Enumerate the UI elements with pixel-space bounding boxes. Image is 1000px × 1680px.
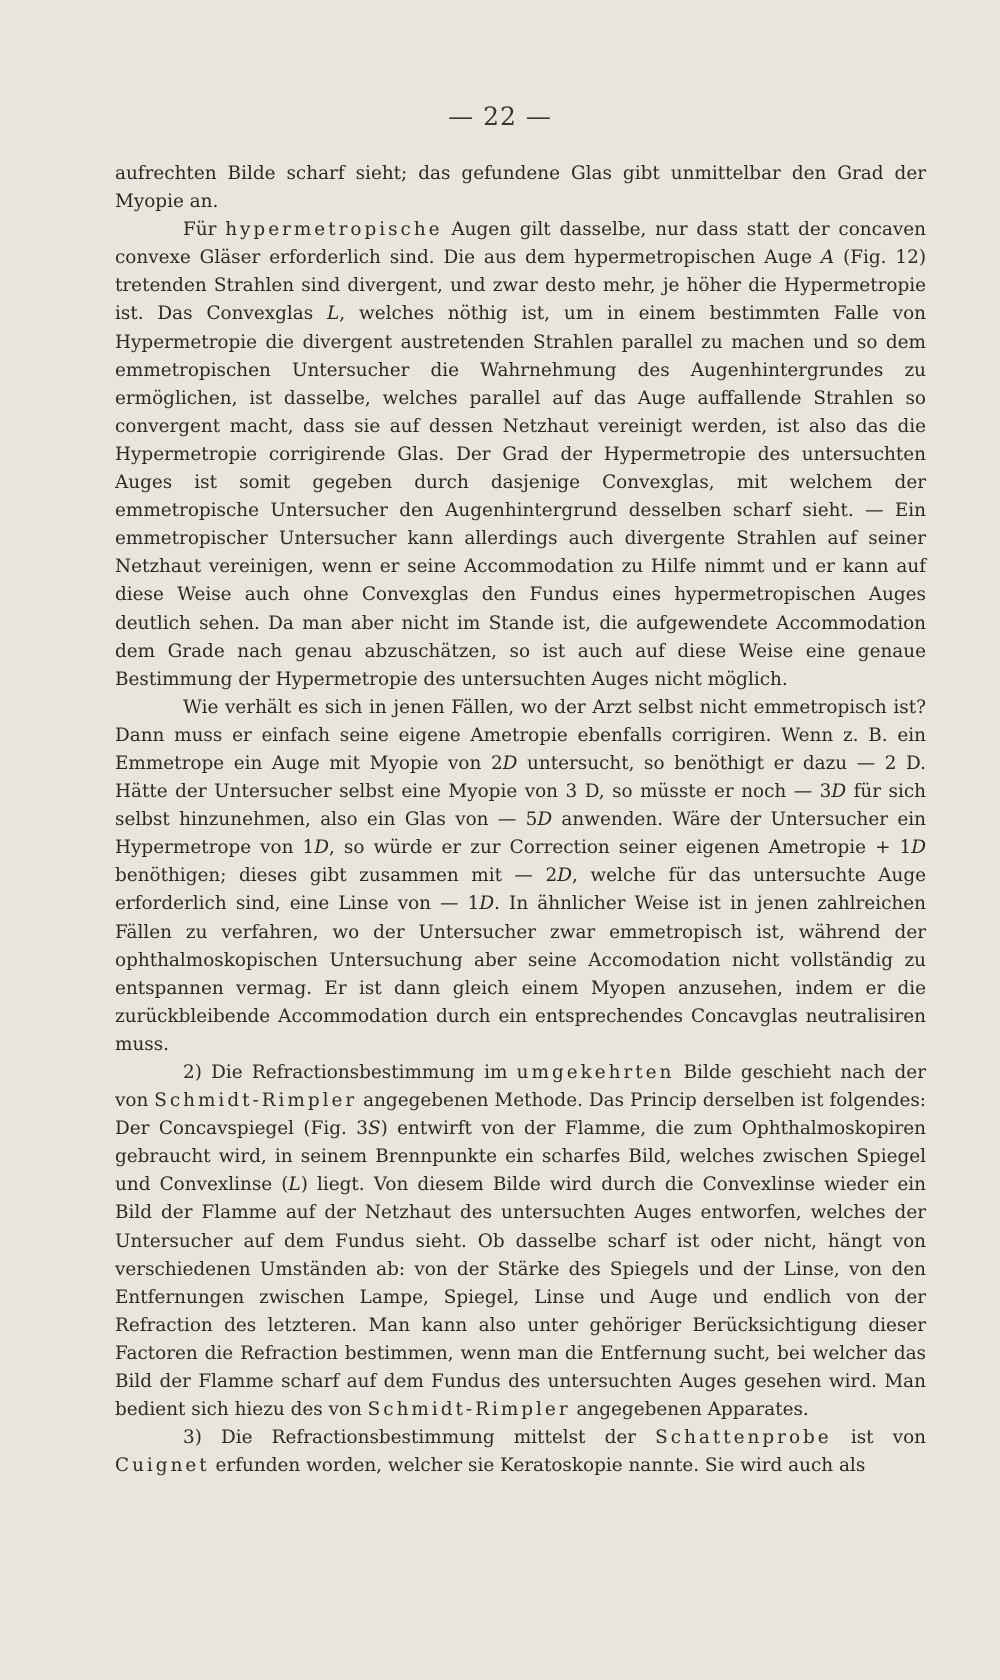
- text-run: Wie verhält es sich in jenen Fällen, wo der Arzt selbst nicht emmetropisch ist? Dann muss er einfach seine eigene Ametropie ebenfalls corrigiren. Wenn z. B. ein Emmetrope ein Auge mit Myopie von 2: [115, 696, 926, 774]
- author-name: Schmidt-Rimpler: [367, 1399, 571, 1421]
- paragraph-5: [115, 1424, 926, 1480]
- text-run: angegebenen Methode. Das Princip derselben ist folgendes: Der Concavspiegel (Fig. 3: [115, 1090, 926, 1140]
- paragraph-1: [115, 160, 926, 216]
- spaced-emphasis: hypermetropische: [225, 219, 443, 241]
- paragraph-2: [115, 216, 926, 694]
- author-name: Cuignet: [115, 1455, 210, 1477]
- italic-symbol: D: [831, 781, 847, 803]
- paragraph-3: [115, 694, 926, 1059]
- spaced-emphasis: umgekehrten: [516, 1062, 675, 1083]
- paragraph-4: [115, 1059, 926, 1424]
- italic-symbol: L: [288, 1174, 301, 1196]
- text-run: aufrechten Bilde scharf sieht; das gefundene Glas gibt unmittelbar den Grad der Myopie an.: [115, 163, 926, 213]
- text-run: 3) Die Refractionsbestimmung mittelst der: [183, 1427, 656, 1449]
- text-run: ) liegt. Von diesem Bilde wird durch die Convexlinse wieder ein Bild der Flamme auf der Netzhaut des untersuchten Auges entworfen, welches der Untersucher auf dem Fundus sieht. Ob dasselbe scharf ist oder nicht, hängt von verschiedenen Umständen ab: von der Stärke des Spiegels und der Linse, von den Entfernungen zwischen Lampe, Spiegel, Linse und Auge und endlich von der Refraction des letzteren. Man kann also unter gehöriger Berücksichtigung dieser Factoren die Refraction bestimmen, wenn man die Entfernung sucht, bei welcher das Bild der Flamme scharf auf dem Fundus des untersuchten Auges gesehen wird. Man bedient sich hiezu des von: [115, 1174, 926, 1421]
- text-run: ist von: [831, 1427, 926, 1449]
- text-run: , welche für das untersuchte Auge erforderlich sind, eine Linse von — 1: [115, 865, 927, 915]
- italic-symbol: L: [327, 303, 340, 325]
- text-run: , welches nöthig ist, um in einem bestimmten Falle von Hypermetropie die divergent austretenden Strahlen parallel zu machen und so dem emmetropischen Untersucher die Wahrnehmung des Augenhintergrundes zu ermöglichen, ist dasselbe, welches parallel auf das Auge auffallende Strahlen so convergent macht, dass sie auf dessen Netzhaut vereinigt werden, ist also das die Hypermetropie corrigirende Glas. Der Grad der Hypermetropie des untersuchten Auges ist somit gegeben durch dasjenige Convexglas, mit welchem der emmetropische Untersucher den Augenhintergrund desselben scharf sieht. — Ein emmetropischer Untersucher kann allerdings auch divergente Strahlen auf seiner Netzhaut vereinigen, wenn er seine Accommodation zu Hilfe nimmt und er kann auf diese Weise auch ohne Convexglas den Fundus eines hypermetropischen Auges deutlich sehen. Da man aber nicht im Stande ist, die aufgewendete Accommodation dem Grade nach genau abzuschätzen, so ist auch auf diese Weise eine genaue Bestimmung der Hypermetropie des untersuchten Auges nicht möglich.: [115, 303, 926, 690]
- body-text: [115, 160, 926, 1480]
- author-name: Schmidt-Rimpler: [154, 1090, 358, 1112]
- text-run: (Fig. 12) tretenden Strahlen sind divergent, und zwar desto mehr, je höher die Hypermetropie ist. Das Convexglas: [115, 247, 926, 325]
- text-run: Bilde geschieht nach der von: [115, 1062, 926, 1112]
- text-run: Augen gilt dasselbe, nur dass statt der concaven convexe Gläser erforderlich sind. Die aus dem hypermetropischen Auge: [115, 219, 926, 269]
- italic-symbol: D: [479, 893, 495, 915]
- italic-symbol: D: [314, 837, 329, 859]
- italic-symbol: D: [502, 752, 518, 774]
- text-run: für sich selbst hinzunehmen, also ein Glas von — 5: [115, 781, 926, 831]
- italic-symbol: S: [367, 1118, 381, 1140]
- text-run: 2) Die Refractionsbestimmung im: [183, 1062, 517, 1083]
- italic-symbol: D: [557, 865, 572, 887]
- italic-symbol: D: [911, 837, 926, 859]
- page-number: — 22 —: [448, 102, 552, 131]
- text-run: anwenden. Wäre der Untersucher ein Hypermetrope von 1: [115, 809, 926, 859]
- italic-symbol: A: [820, 247, 835, 269]
- text-run: Für: [183, 219, 226, 241]
- text-run: benöthigen; dieses gibt zusammen mit — 2: [115, 865, 558, 887]
- text-run: untersucht, so benöthigt er dazu — 2 D. Hätte der Untersucher selbst eine Myopie von 3 D, so müsste er noch — 3: [115, 752, 926, 803]
- text-run: erfunden worden, welcher sie Keratoskopie nannte. Sie wird auch als: [209, 1455, 866, 1477]
- text-run: . In ähnlicher Weise ist in jenen zahlreichen Fällen zu verfahren, wo der Untersucher zwar emmetropisch ist, während der ophthalmoskopischen Untersuchung aber seine Accomodation nicht vollständig zu entspannen vermag. Er ist dann gleich einem Myopen anzusehen, indem er die zurückbleibende Accommodation durch ein entsprechendes Concavglas neutralisiren muss.: [115, 893, 926, 1055]
- text-run: , so würde er zur Correction seiner eigenen Ametropie + 1: [328, 837, 912, 859]
- text-run: angegebenen Apparates.: [570, 1399, 809, 1421]
- spaced-emphasis: Schattenprobe: [655, 1427, 832, 1449]
- text-run: ) entwirft von der Flamme, die zum Ophthalmoskopiren gebraucht wird, in seinem Brennpunkte ein scharfes Bild, welches zwischen Spiegel und Convexlinse (: [115, 1118, 926, 1196]
- italic-symbol: D: [537, 809, 553, 831]
